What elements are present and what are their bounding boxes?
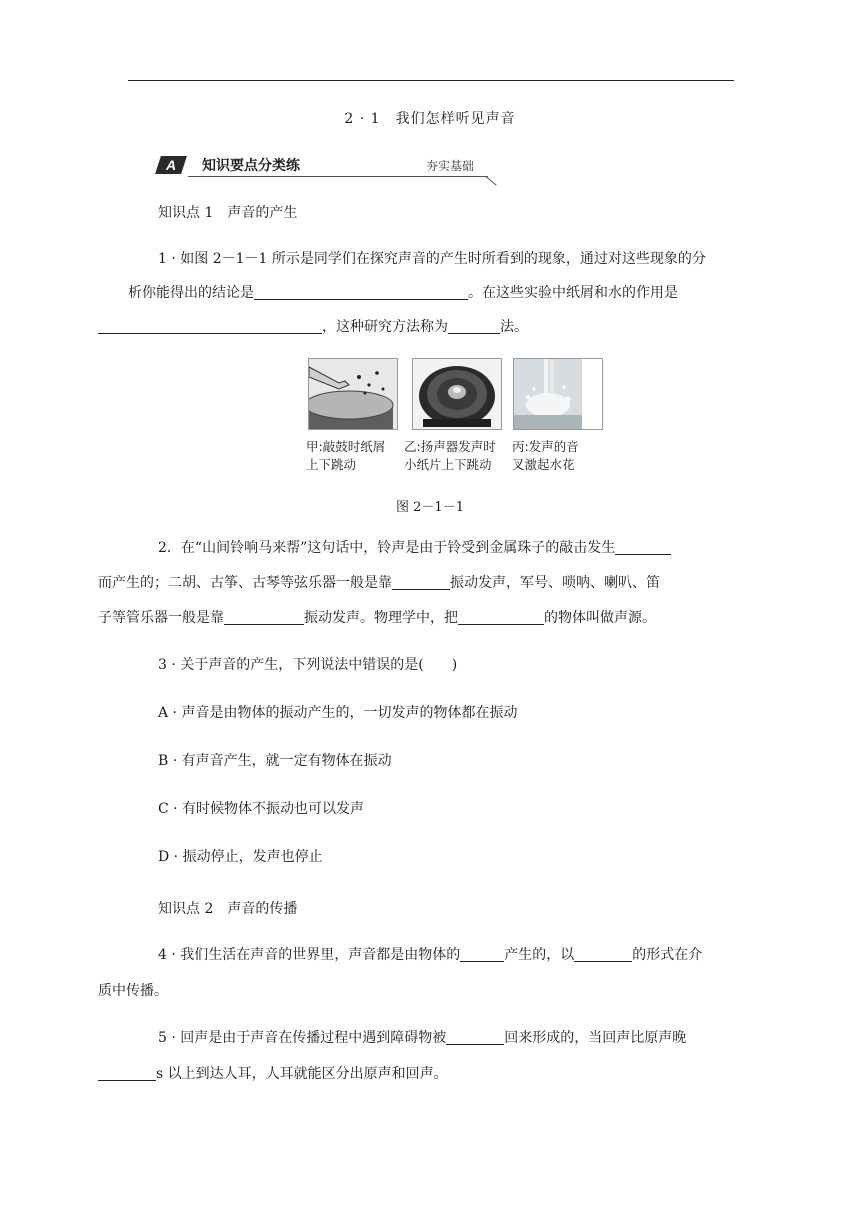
question-3-option-b[interactable]: B · 有声音产生，就一定有物体在振动 <box>158 753 392 769</box>
figure-2-1-1 <box>308 358 588 432</box>
section-badge-icon: A <box>155 156 187 174</box>
banner-tail <box>485 176 496 186</box>
question-3-option-a[interactable]: A · 声音是由物体的振动产生的，一切发声的物体都在振动 <box>158 705 518 721</box>
figure-caption-b: 乙:扬声器发声时 小纸片上下跳动 <box>404 439 496 472</box>
answer-blank[interactable] <box>392 573 450 590</box>
tuning-fork-water-photo-icon <box>513 358 603 430</box>
page-title: 2 · 1 我们怎样听见声音 <box>344 111 516 127</box>
answer-blank[interactable] <box>98 1064 156 1081</box>
question-2: 2．在“山间铃响马来帮”这句话中，铃声是由于铃受到金属珠子的敲击发生 而产生的；二胡、古筝、古琴等弦乐器一般是靠 振动发声，军号、唢呐、喇叭、笛 子等管乐器一般是靠 振动发声。物理学中，把 的物体叫做声源。 <box>128 531 734 636</box>
header-rule <box>128 80 734 81</box>
question-5: 5 · 回声是由于声音在传播过程中遇到障碍物被 回来形成的，当回声比原声晚 s 以上到达人耳，人耳就能区分出原声和回声。 <box>128 1020 734 1092</box>
answer-blank[interactable] <box>615 538 671 555</box>
answer-blank[interactable] <box>458 608 544 625</box>
figure-caption: 图 2－1－1 <box>396 500 464 515</box>
answer-blank[interactable] <box>446 1028 504 1045</box>
question-3-option-c[interactable]: C · 有时候物体不振动也可以发声 <box>158 801 365 817</box>
answer-blank[interactable] <box>448 317 500 334</box>
drum-paper-photo-icon <box>308 358 398 430</box>
banner-sublabel: 夯实基础 <box>426 159 475 173</box>
figure-caption-a: 甲:敲鼓时纸屑 上下跳动 <box>306 439 386 472</box>
question-4: 4 · 我们生活在声音的世界里，声音都是由物体的 产生的，以 的形式在介 质中传播。 <box>98 947 703 999</box>
answer-blank[interactable] <box>224 608 304 625</box>
figure-caption-c: 丙:发声的音 叉激起水花 <box>512 439 579 472</box>
speaker-photo-icon <box>412 358 502 430</box>
question-3-option-d[interactable]: D · 振动停止，发声也停止 <box>158 849 323 865</box>
question-3-stem: 3 · 关于声音的产生，下列说法中错误的是( ) <box>158 657 458 673</box>
banner-underline <box>188 176 488 177</box>
banner-label: 知识要点分类练 <box>202 157 300 173</box>
answer-blank[interactable] <box>460 945 504 962</box>
knowledge-point-2-heading: 知识点 2 声音的传播 <box>158 901 298 917</box>
answer-blank[interactable] <box>574 945 632 962</box>
knowledge-point-1-heading: 知识点 1 声音的产生 <box>158 205 298 221</box>
question-1: 1 · 如图 2－1－1 所示是同学们在探究声音的产生时所看到的现象，通过对这些现象的分 析你能得出的结论是 。在这些实验中纸屑和水的作用是 ，这种研究方法称为 法。 <box>128 242 734 344</box>
answer-blank[interactable] <box>254 283 468 300</box>
answer-blank[interactable] <box>98 317 322 334</box>
section-banner <box>158 156 498 186</box>
